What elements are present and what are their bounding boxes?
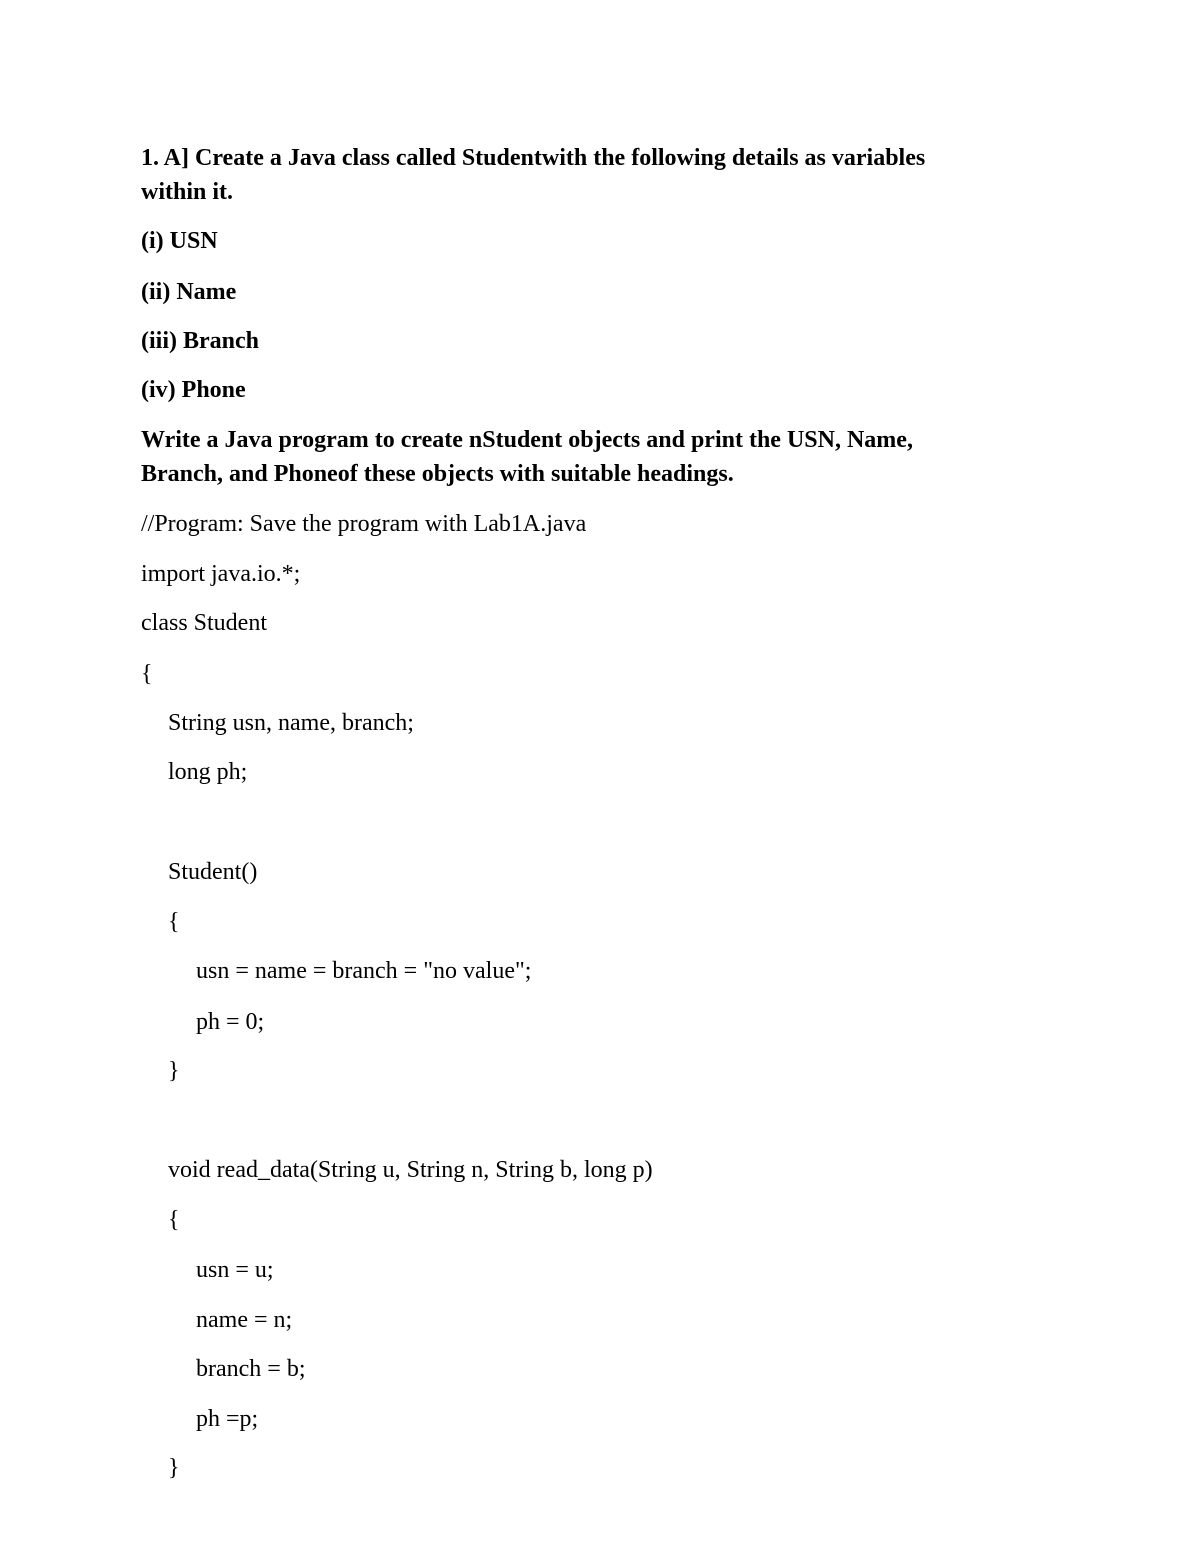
- code-line: }: [168, 1455, 180, 1481]
- code-line: {: [168, 1207, 180, 1233]
- code-line: {: [141, 661, 153, 687]
- code-line: Student(): [168, 859, 258, 885]
- code-line: ph = 0;: [196, 1009, 265, 1035]
- field-item-usn: (i) USN: [141, 228, 218, 254]
- task-description: [141, 423, 1061, 491]
- code-line: name = n;: [196, 1307, 293, 1333]
- code-line: class Student: [141, 610, 267, 636]
- code-line: usn = name = branch = "no value";: [196, 958, 532, 984]
- field-item-name: (ii) Name: [141, 279, 237, 305]
- code-line: long ph;: [168, 759, 248, 785]
- field-item-branch: (iii) Branch: [141, 328, 259, 354]
- task-line: Branch, and Phoneof these objects with suitable headings.: [141, 461, 734, 487]
- task-line: Write a Java program to create nStudent objects and print the USN, Name,: [141, 427, 913, 453]
- code-line: ph =p;: [196, 1406, 259, 1432]
- program-comment: //Program: Save the program with Lab1A.java: [141, 511, 587, 537]
- code-line: usn = u;: [196, 1257, 274, 1283]
- code-line: branch = b;: [196, 1356, 306, 1382]
- code-line: String usn, name, branch;: [168, 710, 414, 736]
- code-line: }: [168, 1058, 180, 1084]
- question-title-line: within it.: [141, 179, 234, 205]
- code-line: import java.io.*;: [141, 561, 301, 587]
- code-line: {: [168, 909, 180, 935]
- question-title: [141, 141, 1061, 209]
- field-item-phone: (iv) Phone: [141, 377, 246, 403]
- question-title-line: 1. A] Create a Java class called Studentwith the following details as variables: [141, 145, 926, 171]
- code-line: void read_data(String u, String n, String b, long p): [168, 1157, 653, 1183]
